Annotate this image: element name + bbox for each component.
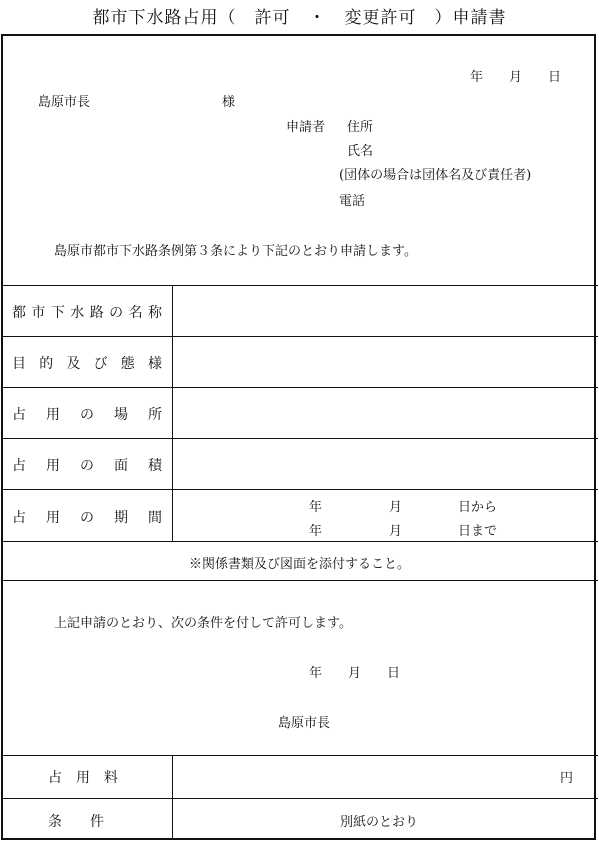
condition-value: 別紙のとおり [340,815,419,830]
row-label-location: 占用の場所 [12,407,162,423]
period-to-year: 年 [309,524,323,539]
addressee: 島原市長 [38,95,91,110]
period-to-month: 月 [389,524,403,539]
period-from-year: 年 [309,500,323,515]
row-label-period: 占用の期間 [12,510,162,526]
divider [1,336,598,337]
row-label-purpose: 目的及び態様 [12,356,162,372]
column-divider [172,755,173,840]
row-label-sewer-name: 都市下水路の名称 [12,305,162,321]
divider [1,541,598,542]
approval-statement: 上記申請のとおり、次の条件を付して許可します。 [54,616,352,631]
divider [1,285,598,286]
fee-unit: 円 [560,771,574,786]
honorific: 様 [222,95,236,110]
approval-date: 年 月 日 [309,666,401,681]
row-label-area: 占用の面積 [12,458,162,474]
period-to-day: 日まで [458,524,498,539]
request-statement: 島原市都市下水路条例第３条により下記のとおり申請します。 [54,244,417,259]
divider [1,798,598,799]
document-title: 都市下水路占用（ 許可 ・ 変更許可 ）申請書 [92,8,507,28]
application-date: 年 月 日 [470,70,562,85]
period-from-month: 月 [389,500,403,515]
period-from-day: 日から [458,500,498,515]
fee-label: 占 用 料 [48,770,118,786]
condition-label: 条 件 [48,814,104,830]
phone-label: 電話 [339,194,366,209]
divider [1,387,598,388]
divider [1,755,598,756]
name-label: 氏名 [347,144,374,159]
approver: 島原市長 [278,716,331,731]
organization-note: (団体の場合は団体名及び責任者) [339,168,532,183]
address-label: 住所 [347,120,374,135]
divider [1,580,598,581]
column-divider [172,285,173,541]
applicant-label: 申請者 [286,120,326,135]
divider [1,438,598,439]
attachment-note: ※関係書類及び図面を添付すること。 [188,557,410,572]
divider [1,489,598,490]
